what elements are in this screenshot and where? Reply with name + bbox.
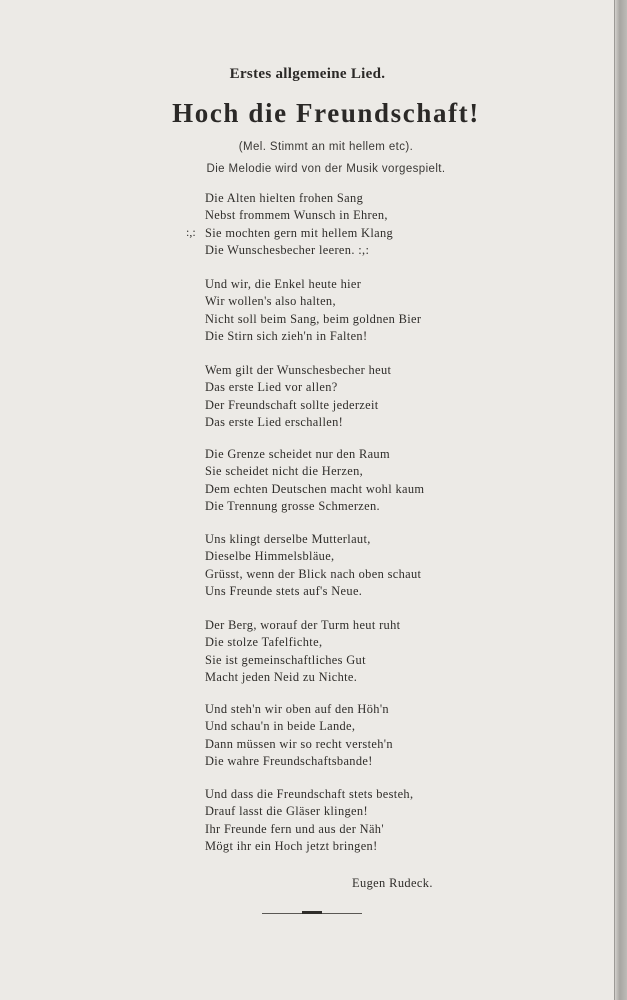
- verse-line: Die Alten hielten frohen Sang: [205, 191, 364, 205]
- song-title: Hoch die Freundschaft!: [172, 98, 480, 128]
- verse-line: Die wahre Freundschaftsbande!: [205, 753, 373, 768]
- stanza-1: [205, 190, 505, 259]
- verse-line: Sie ist gemeinschaftliches Gut: [205, 652, 366, 667]
- verse-line: Die Trennung grosse Schmerzen.: [205, 498, 380, 513]
- verse-line: Die Grenze scheidet nur den Raum: [205, 447, 390, 461]
- verse-line: Macht jeden Neid zu Nichte.: [205, 669, 358, 684]
- verse-line: Nicht soll beim Sang, beim goldnen Bier: [205, 311, 422, 326]
- verse-line: Der Berg, worauf der Turm heut ruht: [205, 618, 401, 632]
- verse-line: Und schau'n in beide Lande,: [205, 719, 356, 734]
- verse-line: Und steh'n wir oben auf den Höh'n: [205, 702, 389, 716]
- verse-line: Wem gilt der Wunschesbecher heut: [205, 363, 392, 377]
- melody-note: (Mel. Stimmt an mit hellem etc).: [238, 141, 414, 153]
- verse-line: Nebst frommem Wunsch in Ehren,: [205, 208, 388, 223]
- stanza-2: [205, 276, 505, 345]
- verse-line: Dann müssen wir so recht versteh'n: [205, 736, 393, 751]
- stanza-7: [205, 701, 505, 770]
- stanza-4: [205, 446, 505, 515]
- repeat-mark: :,:: [186, 225, 196, 239]
- end-ornament: [262, 911, 362, 915]
- verse-line: Die stolze Tafelfichte,: [205, 635, 323, 650]
- verse-line: Die Wunschesbecher leeren. :,:: [205, 242, 370, 257]
- verse-line: Sie mochten gern mit hellem Klang: [205, 225, 394, 240]
- verse-line: Sie scheidet nicht die Herzen,: [205, 464, 364, 479]
- verse-line: Wir wollen's also halten,: [205, 294, 336, 309]
- verse-line: Und wir, die Enkel heute hier: [205, 277, 362, 291]
- stanza-8: [205, 786, 505, 855]
- verse-line: Drauf lasst die Gläser klingen!: [205, 804, 368, 819]
- verse-line: Das erste Lied erschallen!: [205, 414, 344, 429]
- verse-line: Mögt ihr ein Hoch jetzt bringen!: [205, 838, 378, 853]
- verse-line: Grüsst, wenn der Blick nach oben schaut: [205, 566, 422, 581]
- verse-line: Der Freundschaft sollte jederzeit: [205, 397, 379, 412]
- stanza-3: [205, 362, 505, 431]
- verse-line: Dem echten Deutschen macht wohl kaum: [205, 481, 425, 496]
- ornament-center-bar: [302, 911, 322, 914]
- verse-line: Uns Freunde stets auf's Neue.: [205, 583, 363, 598]
- verse-line: Das erste Lied vor allen?: [205, 380, 338, 395]
- music-note: Die Melodie wird von der Musik vorgespielt.: [206, 163, 446, 175]
- author-signature: Eugen Rudeck.: [352, 876, 433, 890]
- stanza-6: [205, 617, 505, 686]
- stanza-5: [205, 531, 505, 600]
- verse-line: Ihr Freunde fern und aus der Näh': [205, 821, 384, 836]
- verse-line: Dieselbe Himmelsbläue,: [205, 549, 335, 564]
- verse-line: Uns klingt derselbe Mutterlaut,: [205, 532, 371, 546]
- verse-line: Und dass die Freundschaft stets besteh,: [205, 787, 414, 801]
- song-subheading: Erstes allgemeine Lied.: [229, 66, 386, 82]
- verse-line: Die Stirn sich zieh'n in Falten!: [205, 328, 368, 343]
